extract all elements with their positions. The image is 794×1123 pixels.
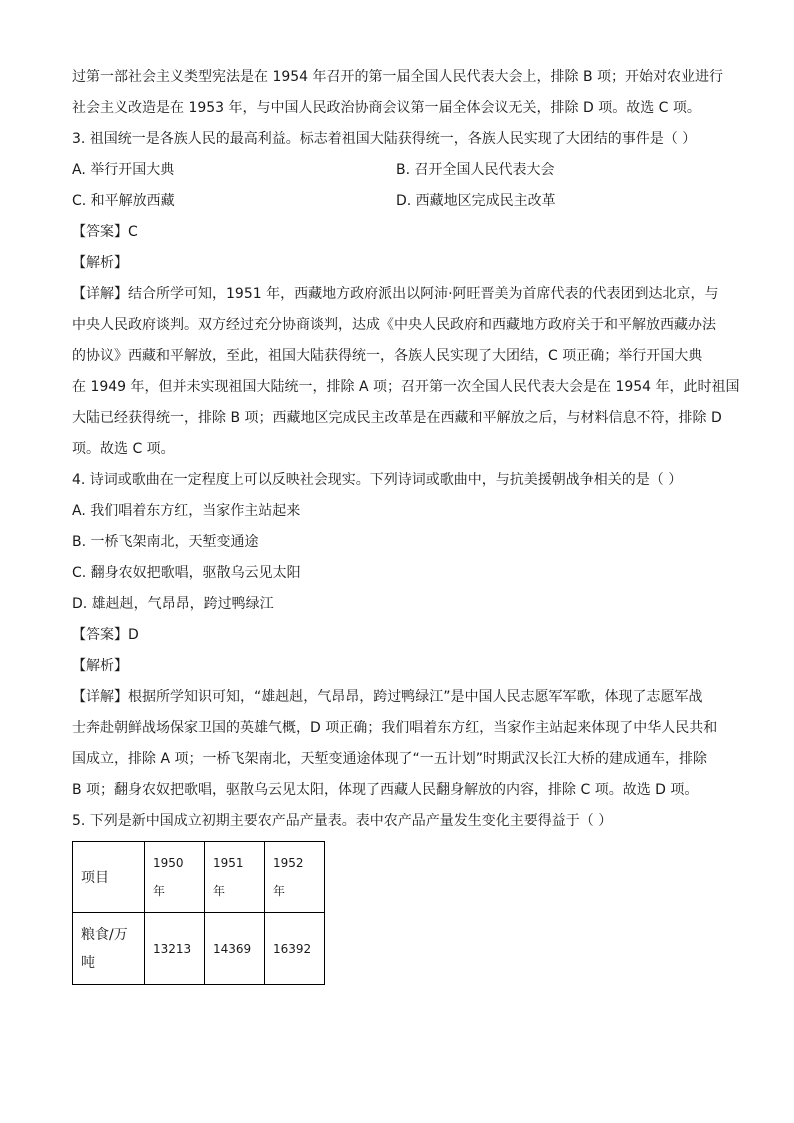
table-cell-value: 16392: [265, 913, 325, 985]
q5-stem: 5. 下列是新中国成立初期主要农产品产量表。表中农产品产量发生变化主要得益于（ ）: [72, 813, 613, 829]
q3-answer: 【答案】C: [72, 224, 138, 240]
table-header-row: [73, 842, 325, 913]
q4-detail-line: B 项；翻身农奴把歌唱，驱散乌云见太阳，体现了西藏人民翻身解放的内容，排除 C 项。故选 D 项。: [72, 782, 699, 798]
document-page: [72, 62, 740, 837]
q4-answer: 【答案】D: [72, 627, 139, 643]
q3-detail-line: 的协议》西藏和平解放，至此，祖国大陆获得统一，各族人民实现了大团结，C 项正确；举行开国大典: [72, 348, 703, 364]
q4-option-b: B. 一桥飞架南北，天堑变通途: [72, 534, 259, 550]
table-row: [73, 913, 325, 985]
q4-detail-line: 士奔赴朝鲜战场保家卫国的英雄气概，D 项正确；我们唱着东方红，当家作主站起来体现了中华人民共和: [72, 720, 718, 736]
q3-detail-line: 在 1949 年，但并未实现祖国大陆统一，排除 A 项；召开第一次全国人民代表大会是在 1954 年，此时祖国: [72, 379, 740, 395]
row-label-line: 吨: [81, 954, 95, 971]
production-table: [72, 841, 325, 985]
q3-option-a: A. 举行开国大典: [72, 162, 175, 178]
q3-detail-line: 项。故选 C 项。: [72, 441, 175, 457]
q3-option-b: B. 召开全国人民代表大会: [396, 162, 555, 178]
q3-options-row-1: [72, 155, 722, 186]
q2-analysis-line: 过第一部社会主义类型宪法是在 1954 年召开的第一届全国人民代表大会上，排除 B 项；开始对农业进行: [72, 69, 724, 85]
q3-detail-line: 【详解】结合所学可知，1951 年，西藏地方政府派出以阿沛·阿旺晋美为首席代表的代表团到达北京，与: [72, 286, 719, 302]
row-label-grain: [73, 913, 145, 985]
header-cell-year: [205, 842, 265, 913]
q3-detail-line: 中央人民政府谈判。双方经过充分协商谈判，达成《中央人民政府和西藏地方政府关于和平解放西藏办法: [72, 317, 716, 333]
year-number: 1952: [273, 856, 304, 870]
table-cell-value: 14369: [205, 913, 265, 985]
table-cell-value: 13213: [145, 913, 205, 985]
q4-analysis-label: 【解析】: [72, 658, 128, 674]
year-number: 1951: [213, 856, 244, 870]
header-cell-year: [265, 842, 325, 913]
q4-detail-line: 国成立，排除 A 项；一桥飞架南北，天堑变通途体现了“一五计划”时期武汉长江大桥的建成通车，排除: [72, 751, 707, 767]
q3-detail-line: 大陆已经获得统一，排除 B 项；西藏地区完成民主改革是在西藏和平解放之后，与材料信息不符，排除 D: [72, 410, 722, 426]
q4-stem: 4. 诗词或歌曲在一定程度上可以反映社会现实。下列诗词或歌曲中，与抗美援朝战争相关的是（ ）: [72, 472, 683, 488]
header-cell-year: [145, 842, 205, 913]
q3-analysis-label: 【解析】: [72, 255, 128, 271]
q4-option-a: A. 我们唱着东方红，当家作主站起来: [72, 503, 301, 519]
year-unit: 年: [153, 884, 166, 898]
q3-stem: 3. 祖国统一是各族人民的最高利益。标志着祖国大陆获得统一，各族人民实现了大团结的事件是（ ）: [72, 131, 697, 147]
q4-option-c: C. 翻身农奴把歌唱，驱散乌云见太阳: [72, 565, 301, 581]
q4-detail-line: 【详解】根据所学知识可知，“雄赳赳，气昂昂，跨过鸭绿江”是中国人民志愿军军歌，体现了志愿军战: [72, 689, 703, 705]
row-label-line: 粮食/万: [81, 926, 128, 943]
year-unit: 年: [273, 884, 286, 898]
q3-option-d: D. 西藏地区完成民主改革: [396, 193, 556, 209]
q4-option-d: D. 雄赳赳，气昂昂，跨过鸭绿江: [72, 596, 274, 612]
year-number: 1950: [153, 856, 184, 870]
header-cell-item: 项目: [73, 842, 145, 913]
q3-options-row-2: [72, 186, 722, 217]
year-unit: 年: [213, 884, 226, 898]
q3-option-c: C. 和平解放西藏: [72, 193, 175, 209]
q2-analysis-line: 社会主义改造是在 1953 年，与中国人民政治协商会议第一届全体会议无关，排除 D 项。故选 C 项。: [72, 100, 701, 116]
